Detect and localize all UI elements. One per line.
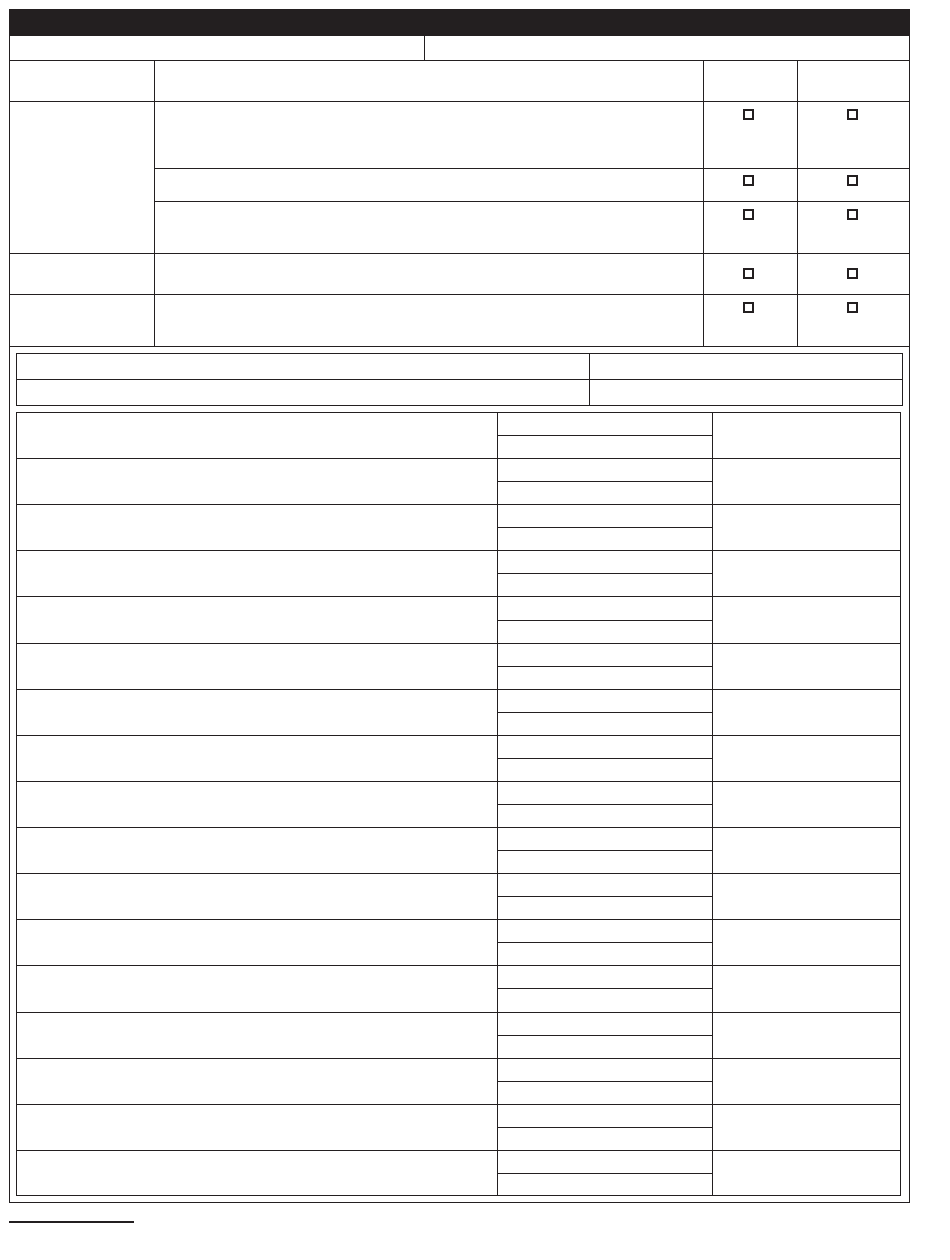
entry-value-top-field[interactable] — [498, 782, 712, 804]
entry-value-top-field[interactable] — [498, 828, 712, 850]
checkbox-col-b[interactable] — [847, 209, 858, 220]
entry-value-bottom-field[interactable] — [498, 897, 712, 919]
entry-description-field[interactable] — [17, 505, 497, 550]
checkbox-col-a[interactable] — [743, 268, 754, 279]
checklist-header-section — [10, 61, 154, 101]
entry-result-field[interactable] — [713, 505, 900, 550]
entry-value-bottom-field[interactable] — [498, 621, 712, 643]
checkbox-col-a[interactable] — [743, 109, 754, 120]
detail-field-row2-left[interactable] — [17, 380, 589, 405]
entry-value-top-field[interactable] — [498, 459, 712, 481]
entry-description-field[interactable] — [17, 736, 497, 781]
entry-value-bottom-field[interactable] — [498, 851, 712, 873]
entry-value-bottom-field[interactable] — [498, 759, 712, 781]
entry-value-bottom-field[interactable] — [498, 943, 712, 965]
info-field-right[interactable] — [425, 36, 909, 60]
entry-description-field[interactable] — [17, 459, 497, 504]
checkbox-col-a[interactable] — [743, 209, 754, 220]
entry-value-top-field[interactable] — [498, 920, 712, 942]
entry-result-field[interactable] — [713, 690, 900, 735]
entry-result-field[interactable] — [713, 413, 900, 458]
entry-value-top-field[interactable] — [498, 413, 712, 435]
entry-value-top-field[interactable] — [498, 874, 712, 896]
entry-result-field[interactable] — [713, 597, 900, 642]
checkbox-col-b[interactable] — [847, 175, 858, 186]
entry-result-field[interactable] — [713, 874, 900, 919]
detail-field-row1-right[interactable] — [590, 354, 902, 379]
entry-value-top-field[interactable] — [498, 1151, 712, 1173]
entry-result-field[interactable] — [713, 828, 900, 873]
entry-value-bottom-field[interactable] — [498, 482, 712, 504]
entry-result-field[interactable] — [713, 1105, 900, 1150]
entry-description-field[interactable] — [17, 874, 497, 919]
checkbox-col-a[interactable] — [743, 175, 754, 186]
entry-value-bottom-field[interactable] — [498, 805, 712, 827]
entry-description-field[interactable] — [17, 413, 497, 458]
entry-value-bottom-field[interactable] — [498, 1174, 712, 1196]
entry-value-top-field[interactable] — [498, 551, 712, 573]
entry-description-field[interactable] — [17, 782, 497, 827]
entry-value-bottom-field[interactable] — [498, 574, 712, 596]
entry-value-bottom-field[interactable] — [498, 1128, 712, 1150]
checklist-col-rule-3 — [797, 60, 798, 346]
checkbox-col-b[interactable] — [847, 109, 858, 120]
checklist-col-rule-2 — [703, 60, 704, 346]
checklist-section-cell — [10, 295, 154, 346]
detail-field-row1-left[interactable] — [17, 354, 589, 379]
entry-result-field[interactable] — [713, 644, 900, 689]
entry-description-field[interactable] — [17, 828, 497, 873]
checklist-section-cell — [10, 102, 154, 253]
entry-result-field[interactable] — [713, 1059, 900, 1104]
entry-description-field[interactable] — [17, 1151, 497, 1196]
entry-description-field[interactable] — [17, 1013, 497, 1058]
entry-value-top-field[interactable] — [498, 966, 712, 988]
entry-result-field[interactable] — [713, 920, 900, 965]
checklist-row-rule-5 — [9, 346, 910, 347]
entry-value-bottom-field[interactable] — [498, 713, 712, 735]
entry-result-field[interactable] — [713, 782, 900, 827]
entry-description-field[interactable] — [17, 920, 497, 965]
detail-field-row2-right[interactable] — [590, 380, 902, 405]
checkbox-col-a[interactable] — [743, 302, 754, 313]
entry-result-field[interactable] — [713, 459, 900, 504]
checklist-header-col-a — [704, 61, 797, 101]
checklist-item-text — [155, 202, 703, 253]
entry-result-field[interactable] — [713, 736, 900, 781]
checklist-header-item — [155, 61, 703, 101]
info-field-left[interactable] — [10, 36, 424, 60]
entry-value-bottom-field[interactable] — [498, 528, 712, 550]
checklist-item-text — [155, 254, 703, 294]
entry-value-bottom-field[interactable] — [498, 436, 712, 458]
entry-value-top-field[interactable] — [498, 644, 712, 666]
checklist-section-cell — [10, 254, 154, 294]
entry-value-top-field[interactable] — [498, 736, 712, 758]
entry-value-top-field[interactable] — [498, 1059, 712, 1081]
checklist-header-col-b — [798, 61, 909, 101]
entry-description-field[interactable] — [17, 1059, 497, 1104]
entry-description-field[interactable] — [17, 597, 497, 642]
entry-value-bottom-field[interactable] — [498, 1036, 712, 1058]
checklist-item-text — [155, 295, 703, 346]
entry-value-bottom-field[interactable] — [498, 1082, 712, 1104]
entry-value-top-field[interactable] — [498, 505, 712, 527]
checklist-item-text — [155, 169, 703, 201]
checkbox-col-b[interactable] — [847, 268, 858, 279]
entry-value-top-field[interactable] — [498, 690, 712, 712]
checklist-item-text — [155, 102, 703, 168]
entry-value-bottom-field[interactable] — [498, 667, 712, 689]
entry-result-field[interactable] — [713, 551, 900, 596]
checkbox-col-b[interactable] — [847, 302, 858, 313]
entry-description-field[interactable] — [17, 551, 497, 596]
entry-value-top-field[interactable] — [498, 1013, 712, 1035]
entry-description-field[interactable] — [17, 1105, 497, 1150]
entry-value-bottom-field[interactable] — [498, 989, 712, 1011]
entry-description-field[interactable] — [17, 644, 497, 689]
entry-value-top-field[interactable] — [498, 1105, 712, 1127]
entry-result-field[interactable] — [713, 1151, 900, 1196]
entry-result-field[interactable] — [713, 966, 900, 1011]
entry-description-field[interactable] — [17, 690, 497, 735]
entry-value-top-field[interactable] — [498, 597, 712, 619]
footnote-rule — [9, 1221, 134, 1223]
entry-description-field[interactable] — [17, 966, 497, 1011]
entry-result-field[interactable] — [713, 1013, 900, 1058]
